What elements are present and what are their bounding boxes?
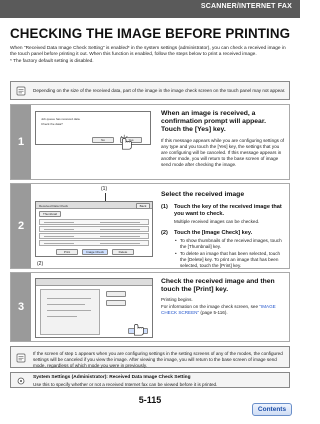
received-image-row[interactable] [39, 226, 149, 232]
preview-area [40, 289, 100, 335]
step-2-bullet-1: • To show thumbnails of the received images, touch the [Thumbnail] key. [161, 238, 285, 250]
note-icon [16, 353, 26, 363]
section-title: SCANNER/INTERNET FAX [200, 3, 292, 10]
intro-text: When "Received Data Image Check Setting" is enabled* in the system settings (administrator), you can check a received image in the touch panel before printing it out. When this function is enabled, follow the steps below to print a received image. * The factory default setting is disabled. [10, 46, 286, 64]
back-button[interactable]: Back [136, 203, 150, 209]
note-text: Depending on the size of the received data, part of the image in the image check screen on the touch panel may not appear. [33, 88, 286, 93]
yes-button[interactable]: Yes [120, 137, 142, 143]
step-3-heading: Check the received image and then touch the [Print] key. [161, 278, 275, 294]
step-1-text: If this message appears while you are configuring settings of any type and you touch the [Yes] key, the settings that you are configuring will be canceled. If this message appears in another mode, you will return to the base screen of image send mode after checking the image. [161, 137, 285, 167]
step-number: 1 [11, 105, 31, 179]
step-3-body [161, 278, 285, 316]
page-title: CHECKING THE IMAGE BEFORE PRINTING [10, 26, 291, 41]
no-button[interactable]: No [92, 137, 114, 143]
step-number: 2 [11, 184, 31, 268]
rotate-button[interactable] [106, 300, 126, 306]
screen-title-bar [36, 279, 152, 286]
step-2-bullet-2: • To delete an image that has been selected, touch the [Delete] key. To print an image that has been selected, touch the [Print] key. [161, 251, 285, 269]
screen-title: Received Data Check [39, 203, 69, 208]
step-3 [10, 272, 290, 342]
note-box [10, 81, 290, 100]
step-1-body [161, 110, 285, 168]
step-number: 3 [11, 273, 31, 341]
step-2-substep-2: (2) Touch the [Image Check] key. [161, 230, 253, 237]
print-button[interactable]: Print [56, 249, 78, 255]
hand-pointer-icon [117, 133, 135, 151]
note-icon [16, 86, 26, 96]
step-2-substep-1-text: Multiple received images can be checked. [174, 219, 260, 225]
confirmation-message-1: Job queue has received data. [41, 117, 81, 121]
step-2-heading: Select the received image [161, 191, 245, 198]
step-2-substep-1: (1) Touch the key of the received image that you want to check. [161, 204, 282, 218]
header-bar [0, 0, 300, 18]
settings-icon [16, 376, 26, 386]
thumbnail-button[interactable]: Thumbnail [39, 211, 61, 217]
received-image-row[interactable] [39, 240, 149, 246]
step-1 [10, 104, 290, 180]
system-settings-box [10, 372, 290, 388]
screen-title-bar [36, 202, 152, 209]
bottom-note-box [10, 346, 290, 368]
bottom-note-text: If the screen of step 1 appears when you are configuring settings in the setting screens of any of the modes, the configured settings will be canceled if you view the image. After viewing the image, you will return to the base screen of image send mode, regardless of which mode you were in previously. [33, 351, 283, 368]
settings-title: System Settings (Administrator): Received Data Image Check Setting [33, 375, 191, 380]
callout-1: (1) [101, 186, 108, 192]
step-2-body [161, 191, 285, 269]
zoom-button[interactable] [106, 291, 126, 297]
image-check-button[interactable]: Image Check [82, 249, 108, 255]
received-data-screen-illustration [35, 201, 153, 257]
page-number: 5-115 [138, 395, 162, 405]
received-image-row[interactable] [39, 219, 149, 225]
step-3-text: Printing begins. For information on the image check screen, see "IMAGE CHECK SCREEN" (page 5-116). [161, 297, 276, 315]
confirmation-message-2: Check the data? [41, 122, 63, 126]
callout-2: (2) [37, 261, 44, 267]
callout-1-line [105, 193, 106, 201]
step-2 [10, 183, 290, 269]
delete-button[interactable]: Delete [112, 249, 134, 255]
hand-pointer-icon [129, 319, 147, 337]
contents-button[interactable]: Contents [252, 403, 292, 416]
settings-text: Use this to specify whether or not a received Internet fax can be viewed before it is printed. [33, 381, 218, 387]
received-image-row[interactable] [39, 233, 149, 239]
image-check-screen-link[interactable]: "IMAGE CHECK SCREEN" [161, 303, 276, 315]
step-1-heading: When an image is received, a confirmation prompt will appear. Touch the [Yes] key. [161, 110, 266, 134]
